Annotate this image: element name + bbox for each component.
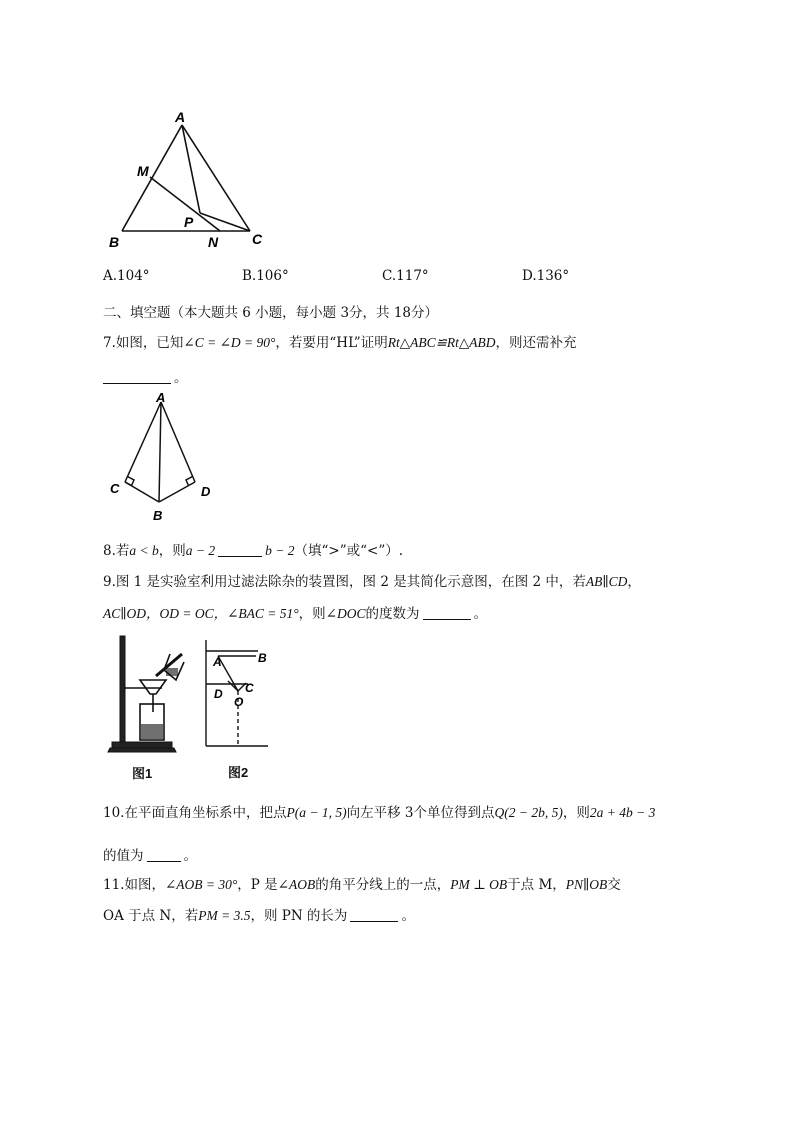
label-o: O xyxy=(234,695,244,709)
label-d: D xyxy=(201,484,211,499)
label-c: C xyxy=(110,481,120,496)
label-b: B xyxy=(153,508,163,523)
label-d: D xyxy=(214,687,223,701)
answer-blank[interactable] xyxy=(218,542,262,557)
label-c: C xyxy=(252,231,263,247)
figure-1-filter-apparatus xyxy=(104,632,199,782)
label-a: A xyxy=(156,390,166,405)
answer-blank[interactable] xyxy=(147,847,181,862)
choice-b: B.106° xyxy=(242,268,289,284)
question-11-line-2: OA 于点 N，若PM = 3.5，则 PN 的长为 。 xyxy=(103,908,415,924)
choice-a: A.104° xyxy=(103,268,150,284)
label-n: N xyxy=(208,234,219,250)
answer-blank[interactable] xyxy=(350,907,398,922)
figure-kite-abcd xyxy=(103,390,223,525)
figure-2-caption: 图2 xyxy=(228,765,249,780)
question-10-line-1: 10.在平面直角坐标系中，把点P(a − 1, 5)向左平移 3个单位得到点Q(2 − 2b, 5)，则2a + 4b − 3 xyxy=(103,805,656,821)
label-p: P xyxy=(184,214,194,230)
label-c: C xyxy=(245,681,254,695)
question-7-answer: 。 xyxy=(103,366,188,386)
section-title: 二、填空题（本大题共 6 小题，每小题 3分，共 18分） xyxy=(103,305,439,321)
label-a: A xyxy=(175,109,186,125)
figure-triangle-abc xyxy=(100,105,280,255)
figure-2-simplified-diagram xyxy=(198,636,283,781)
label-b: B xyxy=(109,234,120,250)
choice-c: C.117° xyxy=(382,268,429,284)
figure-1-caption: 图1 xyxy=(132,766,153,781)
question-7: 7.如图，已知∠C = ∠D = 90°，若要用“HL”证明Rt△ABC≌Rt△ABD，则还需补充 xyxy=(103,335,577,351)
label-m: M xyxy=(137,163,149,179)
label-b: B xyxy=(258,651,267,665)
answer-blank[interactable] xyxy=(423,605,471,620)
label-a: A xyxy=(213,655,222,669)
answer-blank[interactable] xyxy=(103,369,171,384)
question-10-line-2: 的值为 。 xyxy=(103,848,197,864)
question-9-line-1: 9.图 1 是实验室利用过滤法除杂的装置图，图 2 是其简化示意图，在图 2 中，若AB∥CD， xyxy=(103,574,641,590)
question-8: 8.若a < b，则a − 2 b − 2（填“>”或“<”）. xyxy=(103,543,404,559)
choice-d: D.136° xyxy=(522,268,570,284)
question-11-line-1: 11.如图，∠AOB = 30°，P 是∠AOB的角平分线上的一点，PM ⊥ OB于点 M，PN∥OB交 xyxy=(103,877,621,893)
question-9-line-2: AC∥OD，OD = OC，∠BAC = 51°，则∠DOC的度数为 。 xyxy=(103,606,487,622)
